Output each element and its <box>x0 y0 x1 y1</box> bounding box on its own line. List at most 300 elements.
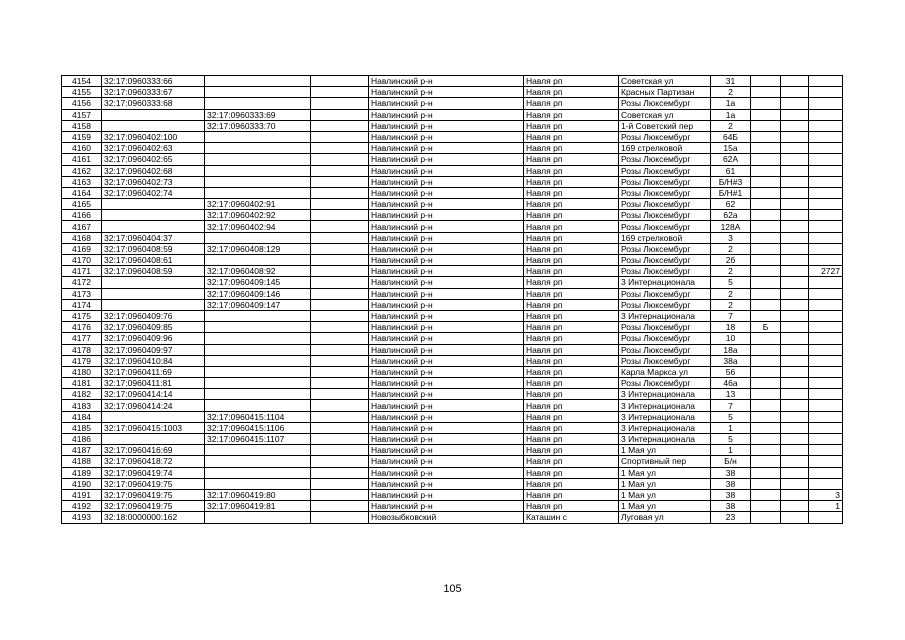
area-value <box>809 299 843 310</box>
linked-cadastral-number <box>205 187 311 198</box>
locality: Навля рп <box>524 366 619 377</box>
register-table <box>61 75 843 524</box>
row-number: 4185 <box>62 422 102 433</box>
house-number: 56 <box>711 366 751 377</box>
area-value <box>809 109 843 120</box>
table-row <box>62 131 843 142</box>
letter <box>751 411 781 422</box>
extra-column <box>311 467 369 478</box>
cadastral-number <box>102 109 205 120</box>
linked-cadastral-number: 32:17:0960333:69 <box>205 109 311 120</box>
locality: Навля рп <box>524 98 619 109</box>
cadastral-number <box>102 299 205 310</box>
linked-cadastral-number: 32:17:0960409:147 <box>205 299 311 310</box>
unit <box>781 221 809 232</box>
locality: Навля рп <box>524 445 619 456</box>
cadastral-number: 32:17:0960402:68 <box>102 165 205 176</box>
unit <box>781 266 809 277</box>
street: Карла Маркса ул <box>619 366 711 377</box>
extra-column <box>311 310 369 321</box>
table-row <box>62 87 843 98</box>
locality: Навля рп <box>524 501 619 512</box>
letter <box>751 400 781 411</box>
street: 169 стрелковой <box>619 232 711 243</box>
letter <box>751 154 781 165</box>
table-row <box>62 501 843 512</box>
cadastral-number: 32:17:0960333:67 <box>102 87 205 98</box>
letter <box>751 221 781 232</box>
row-number: 4191 <box>62 489 102 500</box>
table-row <box>62 288 843 299</box>
area-value <box>809 411 843 422</box>
street: Розы Люксембург <box>619 210 711 221</box>
letter <box>751 467 781 478</box>
district: Навлинский р-н <box>369 243 524 254</box>
row-number: 4170 <box>62 255 102 266</box>
district: Навлинский р-н <box>369 389 524 400</box>
area-value <box>809 478 843 489</box>
row-number: 4186 <box>62 434 102 445</box>
house-number: 5 <box>711 277 751 288</box>
district: Навлинский р-н <box>369 445 524 456</box>
linked-cadastral-number <box>205 98 311 109</box>
cadastral-number: 32:17:0960409:85 <box>102 322 205 333</box>
house-number: 38 <box>711 467 751 478</box>
unit <box>781 456 809 467</box>
extra-column <box>311 299 369 310</box>
unit <box>781 154 809 165</box>
house-number: 1а <box>711 109 751 120</box>
house-number: 7 <box>711 310 751 321</box>
street: 3 Интернационала <box>619 400 711 411</box>
area-value <box>809 221 843 232</box>
row-number: 4157 <box>62 109 102 120</box>
extra-column <box>311 131 369 142</box>
row-number: 4167 <box>62 221 102 232</box>
linked-cadastral-number <box>205 445 311 456</box>
district: Навлинский р-н <box>369 422 524 433</box>
district: Навлинский р-н <box>369 478 524 489</box>
extra-column <box>311 400 369 411</box>
district: Навлинский р-н <box>369 87 524 98</box>
extra-column <box>311 199 369 210</box>
linked-cadastral-number: 32:17:0960408:129 <box>205 243 311 254</box>
street: Розы Люксембург <box>619 154 711 165</box>
linked-cadastral-number: 32:17:0960333:70 <box>205 120 311 131</box>
locality: Навля рп <box>524 232 619 243</box>
extra-column <box>311 501 369 512</box>
house-number: 5 <box>711 434 751 445</box>
page-number: 105 <box>443 583 462 595</box>
extra-column <box>311 489 369 500</box>
linked-cadastral-number <box>205 456 311 467</box>
locality: Навля рп <box>524 87 619 98</box>
street: Красных Партизан <box>619 87 711 98</box>
row-number: 4187 <box>62 445 102 456</box>
linked-cadastral-number <box>205 478 311 489</box>
house-number: 46а <box>711 378 751 389</box>
locality: Навля рп <box>524 422 619 433</box>
linked-cadastral-number: 32:17:0960408:92 <box>205 266 311 277</box>
cadastral-number <box>102 199 205 210</box>
cadastral-number <box>102 434 205 445</box>
linked-cadastral-number: 32:17:0960415:1104 <box>205 411 311 422</box>
house-number: 23 <box>711 512 751 523</box>
cadastral-number: 32:17:0960414:14 <box>102 389 205 400</box>
row-number: 4156 <box>62 98 102 109</box>
locality: Навля рп <box>524 322 619 333</box>
house-number: 62а <box>711 210 751 221</box>
area-value <box>809 400 843 411</box>
extra-column <box>311 478 369 489</box>
row-number: 4173 <box>62 288 102 299</box>
letter <box>751 109 781 120</box>
table-row <box>62 109 843 120</box>
letter <box>751 210 781 221</box>
linked-cadastral-number <box>205 389 311 400</box>
house-number: 2 <box>711 266 751 277</box>
row-number: 4192 <box>62 501 102 512</box>
locality: Навля рп <box>524 378 619 389</box>
street: Советская ул <box>619 76 711 87</box>
letter <box>751 445 781 456</box>
locality: Навля рп <box>524 299 619 310</box>
row-number: 4193 <box>62 512 102 523</box>
letter <box>751 512 781 523</box>
table-row <box>62 378 843 389</box>
locality: Навля рп <box>524 120 619 131</box>
extra-column <box>311 221 369 232</box>
unit <box>781 489 809 500</box>
house-number: 2б <box>711 255 751 266</box>
row-number: 4177 <box>62 333 102 344</box>
house-number: Б/н <box>711 456 751 467</box>
linked-cadastral-number <box>205 355 311 366</box>
unit <box>781 109 809 120</box>
row-number: 4175 <box>62 310 102 321</box>
district: Навлинский р-н <box>369 333 524 344</box>
unit <box>781 187 809 198</box>
extra-column <box>311 109 369 120</box>
house-number: 2 <box>711 87 751 98</box>
district: Навлинский р-н <box>369 266 524 277</box>
area-value <box>809 422 843 433</box>
district: Навлинский р-н <box>369 187 524 198</box>
district: Навлинский р-н <box>369 288 524 299</box>
extra-column <box>311 366 369 377</box>
extra-column <box>311 232 369 243</box>
district: Навлинский р-н <box>369 378 524 389</box>
row-number: 4171 <box>62 266 102 277</box>
district: Навлинский р-н <box>369 165 524 176</box>
table-row <box>62 389 843 400</box>
table-row <box>62 467 843 478</box>
street: Розы Люксембург <box>619 288 711 299</box>
house-number: 18 <box>711 322 751 333</box>
unit <box>781 76 809 87</box>
cadastral-number: 32:17:0960409:97 <box>102 344 205 355</box>
district: Навлинский р-н <box>369 467 524 478</box>
unit <box>781 131 809 142</box>
cadastral-number: 32:17:0960419:75 <box>102 501 205 512</box>
extra-column <box>311 456 369 467</box>
unit <box>781 434 809 445</box>
letter <box>751 255 781 266</box>
extra-column <box>311 187 369 198</box>
letter <box>751 277 781 288</box>
table-row <box>62 221 843 232</box>
unit <box>781 512 809 523</box>
locality: Навля рп <box>524 434 619 445</box>
extra-column <box>311 355 369 366</box>
linked-cadastral-number <box>205 165 311 176</box>
cadastral-number: 32:17:0960410:84 <box>102 355 205 366</box>
letter <box>751 389 781 400</box>
district: Навлинский р-н <box>369 355 524 366</box>
locality: Навля рп <box>524 288 619 299</box>
cadastral-number: 32:17:0960409:96 <box>102 333 205 344</box>
area-value <box>809 378 843 389</box>
linked-cadastral-number <box>205 255 311 266</box>
extra-column <box>311 422 369 433</box>
letter <box>751 434 781 445</box>
letter: Б <box>751 322 781 333</box>
district: Навлинский р-н <box>369 210 524 221</box>
street: Розы Люксембург <box>619 322 711 333</box>
letter <box>751 232 781 243</box>
area-value <box>809 366 843 377</box>
locality: Навля рп <box>524 210 619 221</box>
area-value: 1 <box>809 501 843 512</box>
unit <box>781 232 809 243</box>
letter <box>751 243 781 254</box>
row-number: 4182 <box>62 389 102 400</box>
row-number: 4163 <box>62 176 102 187</box>
locality: Навля рп <box>524 344 619 355</box>
cadastral-number <box>102 221 205 232</box>
table-row <box>62 355 843 366</box>
street: Розы Люксембург <box>619 333 711 344</box>
area-value <box>809 255 843 266</box>
extra-column <box>311 120 369 131</box>
cadastral-number: 32:17:0960402:73 <box>102 176 205 187</box>
locality: Навля рп <box>524 76 619 87</box>
area-value <box>809 210 843 221</box>
table-row <box>62 434 843 445</box>
house-number: 62А <box>711 154 751 165</box>
area-value <box>809 187 843 198</box>
table-row <box>62 489 843 500</box>
unit <box>781 344 809 355</box>
linked-cadastral-number <box>205 512 311 523</box>
unit <box>781 120 809 131</box>
locality: Навля рп <box>524 266 619 277</box>
district: Навлинский р-н <box>369 143 524 154</box>
house-number: 61 <box>711 165 751 176</box>
row-number: 4179 <box>62 355 102 366</box>
linked-cadastral-number: 32:17:0960415:1107 <box>205 434 311 445</box>
row-number: 4172 <box>62 277 102 288</box>
row-number: 4166 <box>62 210 102 221</box>
locality: Навля рп <box>524 221 619 232</box>
unit <box>781 467 809 478</box>
area-value <box>809 120 843 131</box>
letter <box>751 456 781 467</box>
row-number: 4168 <box>62 232 102 243</box>
letter <box>751 378 781 389</box>
district: Навлинский р-н <box>369 501 524 512</box>
locality: Навля рп <box>524 411 619 422</box>
linked-cadastral-number <box>205 232 311 243</box>
locality: Навля рп <box>524 143 619 154</box>
cadastral-number: 32:17:0960411:81 <box>102 378 205 389</box>
linked-cadastral-number: 32:17:0960409:146 <box>205 288 311 299</box>
house-number: 7 <box>711 400 751 411</box>
linked-cadastral-number <box>205 322 311 333</box>
linked-cadastral-number <box>205 467 311 478</box>
locality: Навля рп <box>524 131 619 142</box>
table-body <box>62 76 843 524</box>
row-number: 4169 <box>62 243 102 254</box>
letter <box>751 344 781 355</box>
locality: Навля рп <box>524 355 619 366</box>
extra-column <box>311 154 369 165</box>
linked-cadastral-number <box>205 333 311 344</box>
area-value <box>809 143 843 154</box>
house-number: 1 <box>711 445 751 456</box>
locality: Навля рп <box>524 154 619 165</box>
area-value <box>809 389 843 400</box>
letter <box>751 299 781 310</box>
area-value <box>809 467 843 478</box>
house-number: 38а <box>711 355 751 366</box>
district: Новозыбковский <box>369 512 524 523</box>
letter <box>751 187 781 198</box>
cadastral-number: 32:17:0960333:68 <box>102 98 205 109</box>
street: Розы Люксембург <box>619 176 711 187</box>
letter <box>751 366 781 377</box>
house-number: 2 <box>711 243 751 254</box>
unit <box>781 422 809 433</box>
area-value <box>809 232 843 243</box>
table-row <box>62 400 843 411</box>
extra-column <box>311 98 369 109</box>
cadastral-number: 32:17:0960402:74 <box>102 187 205 198</box>
linked-cadastral-number: 32:17:0960402:92 <box>205 210 311 221</box>
area-value <box>809 98 843 109</box>
unit <box>781 176 809 187</box>
street: 3 Интернационала <box>619 434 711 445</box>
cadastral-number: 32:17:0960411:69 <box>102 366 205 377</box>
locality: Навля рп <box>524 400 619 411</box>
street: 1-й Советский пер <box>619 120 711 131</box>
house-number: 15а <box>711 143 751 154</box>
cadastral-number: 32:17:0960402:63 <box>102 143 205 154</box>
table-row <box>62 154 843 165</box>
row-number: 4178 <box>62 344 102 355</box>
cadastral-number <box>102 411 205 422</box>
district: Навлинский р-н <box>369 434 524 445</box>
table-row <box>62 255 843 266</box>
cadastral-number: 32:17:0960415:1003 <box>102 422 205 433</box>
cadastral-number: 32:17:0960408:59 <box>102 266 205 277</box>
house-number: Б/Н#3 <box>711 176 751 187</box>
street: 3 Интернационала <box>619 389 711 400</box>
extra-column <box>311 143 369 154</box>
house-number: 2 <box>711 299 751 310</box>
letter <box>751 422 781 433</box>
street: Луговая ул <box>619 512 711 523</box>
cadastral-number <box>102 210 205 221</box>
row-number: 4160 <box>62 143 102 154</box>
table-row <box>62 210 843 221</box>
house-number: 2 <box>711 120 751 131</box>
area-value <box>809 154 843 165</box>
unit <box>781 355 809 366</box>
house-number: Б/Н#1 <box>711 187 751 198</box>
district: Навлинский р-н <box>369 98 524 109</box>
area-value <box>809 243 843 254</box>
table-row <box>62 422 843 433</box>
cadastral-number: 32:17:0960404:37 <box>102 232 205 243</box>
locality: Навля рп <box>524 333 619 344</box>
table-row <box>62 411 843 422</box>
area-value <box>809 87 843 98</box>
letter <box>751 310 781 321</box>
unit <box>781 243 809 254</box>
area-value <box>809 333 843 344</box>
table-row <box>62 322 843 333</box>
linked-cadastral-number: 32:17:0960402:94 <box>205 221 311 232</box>
street: 3 Интернационала <box>619 310 711 321</box>
locality: Навля рп <box>524 187 619 198</box>
letter <box>751 165 781 176</box>
unit <box>781 478 809 489</box>
area-value <box>809 456 843 467</box>
unit <box>781 322 809 333</box>
locality: Навля рп <box>524 165 619 176</box>
unit <box>781 98 809 109</box>
linked-cadastral-number <box>205 76 311 87</box>
row-number: 4180 <box>62 366 102 377</box>
linked-cadastral-number <box>205 378 311 389</box>
extra-column <box>311 378 369 389</box>
street: Розы Люксембург <box>619 221 711 232</box>
house-number: 128А <box>711 221 751 232</box>
extra-column <box>311 243 369 254</box>
table-row <box>62 165 843 176</box>
unit <box>781 199 809 210</box>
street: 1 Мая ул <box>619 467 711 478</box>
district: Навлинский р-н <box>369 322 524 333</box>
cadastral-number: 32:17:0960402:100 <box>102 131 205 142</box>
table-row <box>62 120 843 131</box>
street: Розы Люксембург <box>619 299 711 310</box>
unit <box>781 366 809 377</box>
house-number: 1 <box>711 422 751 433</box>
row-number: 4162 <box>62 165 102 176</box>
locality: Навля рп <box>524 109 619 120</box>
extra-column <box>311 165 369 176</box>
cadastral-number: 32:17:0960414:24 <box>102 400 205 411</box>
area-value <box>809 322 843 333</box>
cadastral-number: 32:17:0960419:75 <box>102 478 205 489</box>
unit <box>781 501 809 512</box>
area-value <box>809 310 843 321</box>
cadastral-number: 32:17:0960408:59 <box>102 243 205 254</box>
area-value <box>809 445 843 456</box>
row-number: 4189 <box>62 467 102 478</box>
